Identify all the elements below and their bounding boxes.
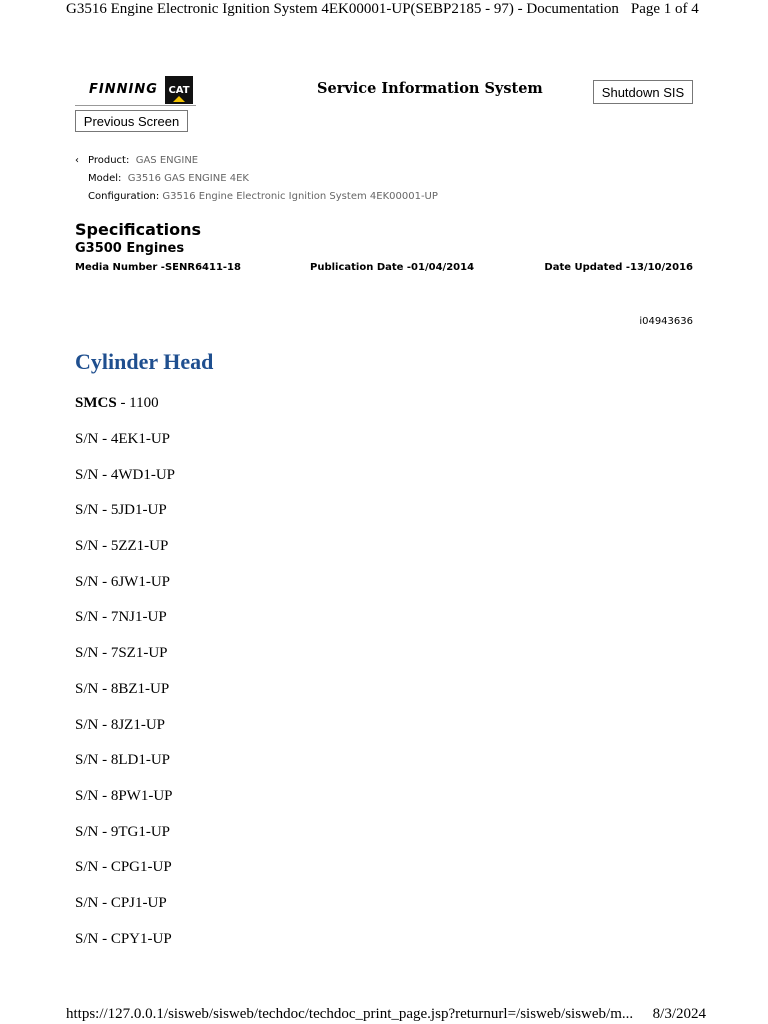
breadcrumb-configuration: [75, 188, 438, 206]
chevron-left-icon[interactable]: ‹: [75, 155, 79, 166]
section-title: Cylinder Head: [75, 349, 214, 374]
list-item: S/N - 4EK1-UP: [75, 431, 171, 447]
list-item: S/N - 9TG1-UP: [75, 823, 171, 840]
product-value: GAS ENGINE: [135, 155, 199, 166]
page-subtitle: G3500 Engines: [75, 241, 185, 256]
print-footer-date: 8/3/2024: [652, 1006, 706, 1022]
cat-logo-text: CAT: [168, 84, 190, 96]
print-footer: [66, 1006, 706, 1023]
model-value: G3516 GAS ENGINE 4EK: [127, 173, 249, 184]
configuration-label: Configuration:: [88, 191, 160, 202]
list-item: S/N - CPG1-UP: [75, 859, 172, 876]
list-item: S/N - 6JW1-UP: [75, 573, 171, 590]
list-item: S/N - 5ZZ1-UP: [75, 538, 169, 555]
print-header: [66, 0, 706, 18]
breadcrumb-product[interactable]: [75, 152, 438, 170]
list-item: S/N - 8BZ1-UP: [75, 680, 170, 697]
previous-screen-button[interactable]: Previous Screen: [75, 110, 188, 132]
print-footer-url: https://127.0.0.1/sisweb/sisweb/techdoc/techdoc_print_page.jsp?returnurl=/sisweb/sisweb/m...: [66, 1006, 634, 1022]
publication-date: Publication Date -01/04/2014: [310, 262, 475, 273]
list-item: S/N - 7NJ1-UP: [75, 609, 167, 626]
print-page-number: Page 1 of 4: [630, 1, 699, 17]
product-label: Product:: [88, 155, 130, 166]
smcs-label: SMCS: [75, 395, 117, 411]
list-item: S/N - 7SZ1-UP: [75, 645, 168, 662]
configuration-value: G3516 Engine Electronic Ignition System 4EK00001-UP: [162, 191, 438, 202]
page-title: Specifications: [75, 220, 201, 239]
list-item: S/N - 8LD1-UP: [75, 752, 171, 769]
list-item: S/N - 4WD1-UP: [75, 466, 175, 483]
model-label: Model:: [88, 173, 122, 184]
shutdown-sis-button[interactable]: Shutdown SIS: [593, 80, 693, 104]
system-title: Service Information System: [317, 80, 543, 97]
list-item: S/N - 8PW1-UP: [75, 787, 173, 804]
list-item: S/N - CPY1-UP: [75, 930, 172, 947]
serial-number-list: [75, 430, 175, 965]
cat-logo-icon: [165, 76, 193, 104]
smcs-code: [75, 395, 159, 412]
list-item: S/N - 8JZ1-UP: [75, 716, 166, 733]
date-updated: Date Updated -13/10/2016: [544, 262, 693, 273]
list-item: S/N - 5JD1-UP: [75, 502, 167, 519]
finning-cat-logo: [75, 74, 196, 106]
breadcrumb-model: [75, 170, 438, 188]
smcs-value: - 1100: [116, 395, 159, 411]
media-number: Media Number -SENR6411-18: [75, 262, 241, 273]
list-item: S/N - CPJ1-UP: [75, 894, 167, 911]
document-id: i04943636: [639, 316, 693, 327]
print-header-title: G3516 Engine Electronic Ignition System 4EK00001-UP(SEBP2185 - 97) - Documentation: [66, 1, 619, 17]
finning-logo-text: FINNING: [89, 82, 158, 97]
breadcrumb: [75, 152, 438, 206]
